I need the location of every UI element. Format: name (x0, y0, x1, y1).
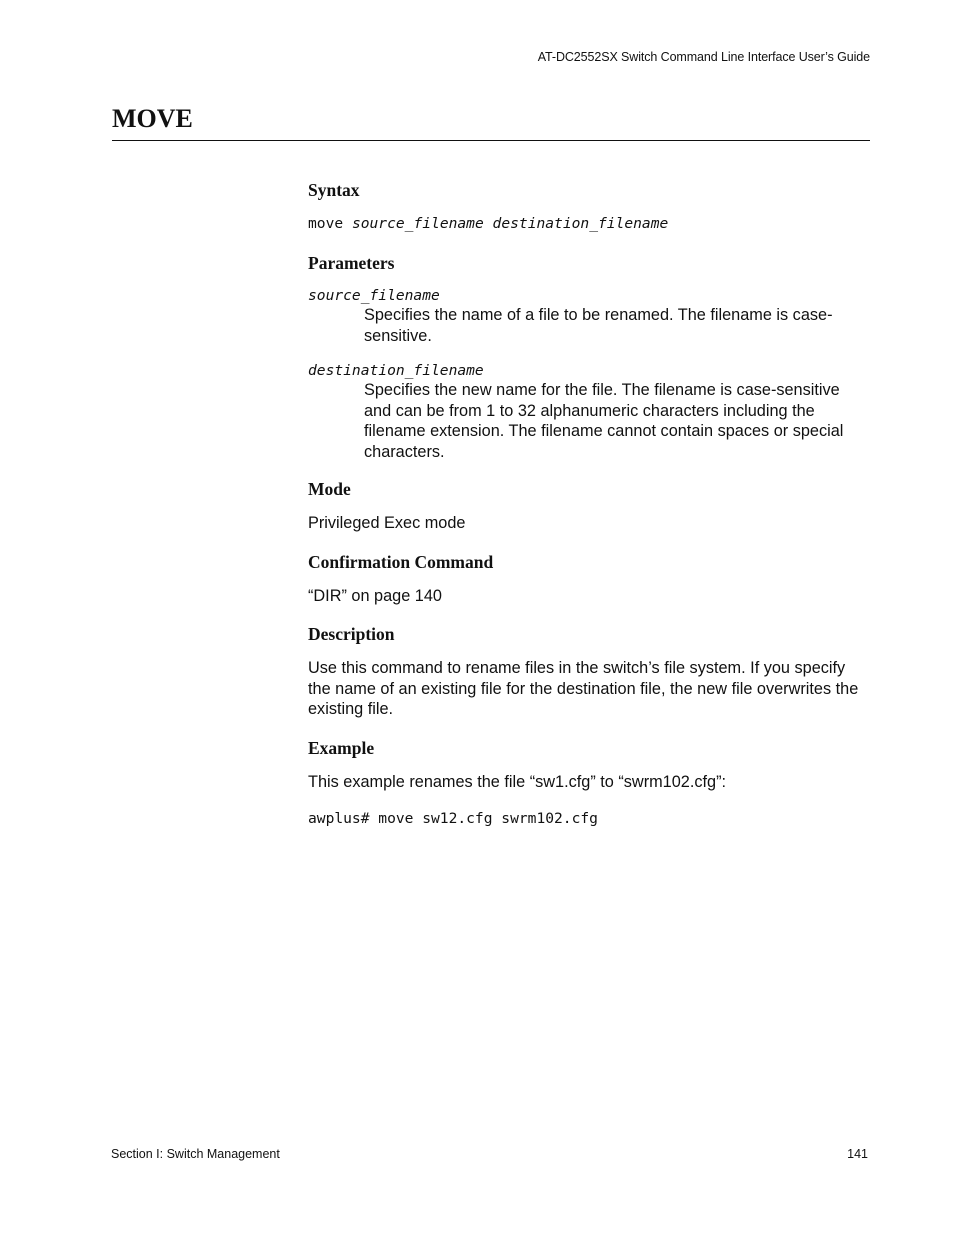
example-heading: Example (308, 737, 375, 758)
example-code: awplus# move sw12.cfg swrm102.cfg (308, 810, 598, 827)
syntax-heading: Syntax (308, 180, 360, 200)
param-name-source: source_filename (308, 287, 440, 304)
description-text: Use this command to rename files in the switch’s file system. If you specify the name of an existing file for the destination file, the new file overwrites the existing file. (308, 659, 859, 718)
mode-text: Privileged Exec mode (308, 514, 466, 532)
footer-page-number: 141 (847, 1147, 868, 1161)
running-header: AT-DC2552SX Switch Command Line Interface User’s Guide (537, 50, 870, 64)
syntax-arg-destination: destination_filename (492, 215, 669, 232)
param-description-destination: Specifies the new name for the file. The filename is case-sensitive and can be from 1 to 32 alphanumeric characters including the filename extension. The filename cannot contain spaces or special characters. (364, 381, 844, 461)
title-rule (112, 140, 870, 141)
syntax-line (308, 214, 870, 234)
confirmation-link[interactable]: “DIR” on page 140 (308, 586, 442, 605)
description-heading: Description (308, 624, 395, 644)
mode-heading: Mode (308, 479, 351, 499)
example-text: This example renames the file “sw1.cfg” to “swrm102.cfg”: (308, 772, 727, 791)
footer-section: Section I: Switch Management (111, 1147, 280, 1161)
confirmation-heading: Confirmation Command (308, 551, 494, 572)
syntax-arg-source: source_filename (351, 215, 484, 232)
page-title: MOVE (112, 104, 193, 133)
command-body (308, 179, 870, 847)
param-description-source: Specifies the name of a file to be renamed. The filename is case-sensitive. (364, 306, 833, 345)
syntax-command: move (308, 215, 344, 232)
parameters-heading: Parameters (308, 253, 395, 273)
param-name-destination: destination_filename (308, 362, 484, 379)
